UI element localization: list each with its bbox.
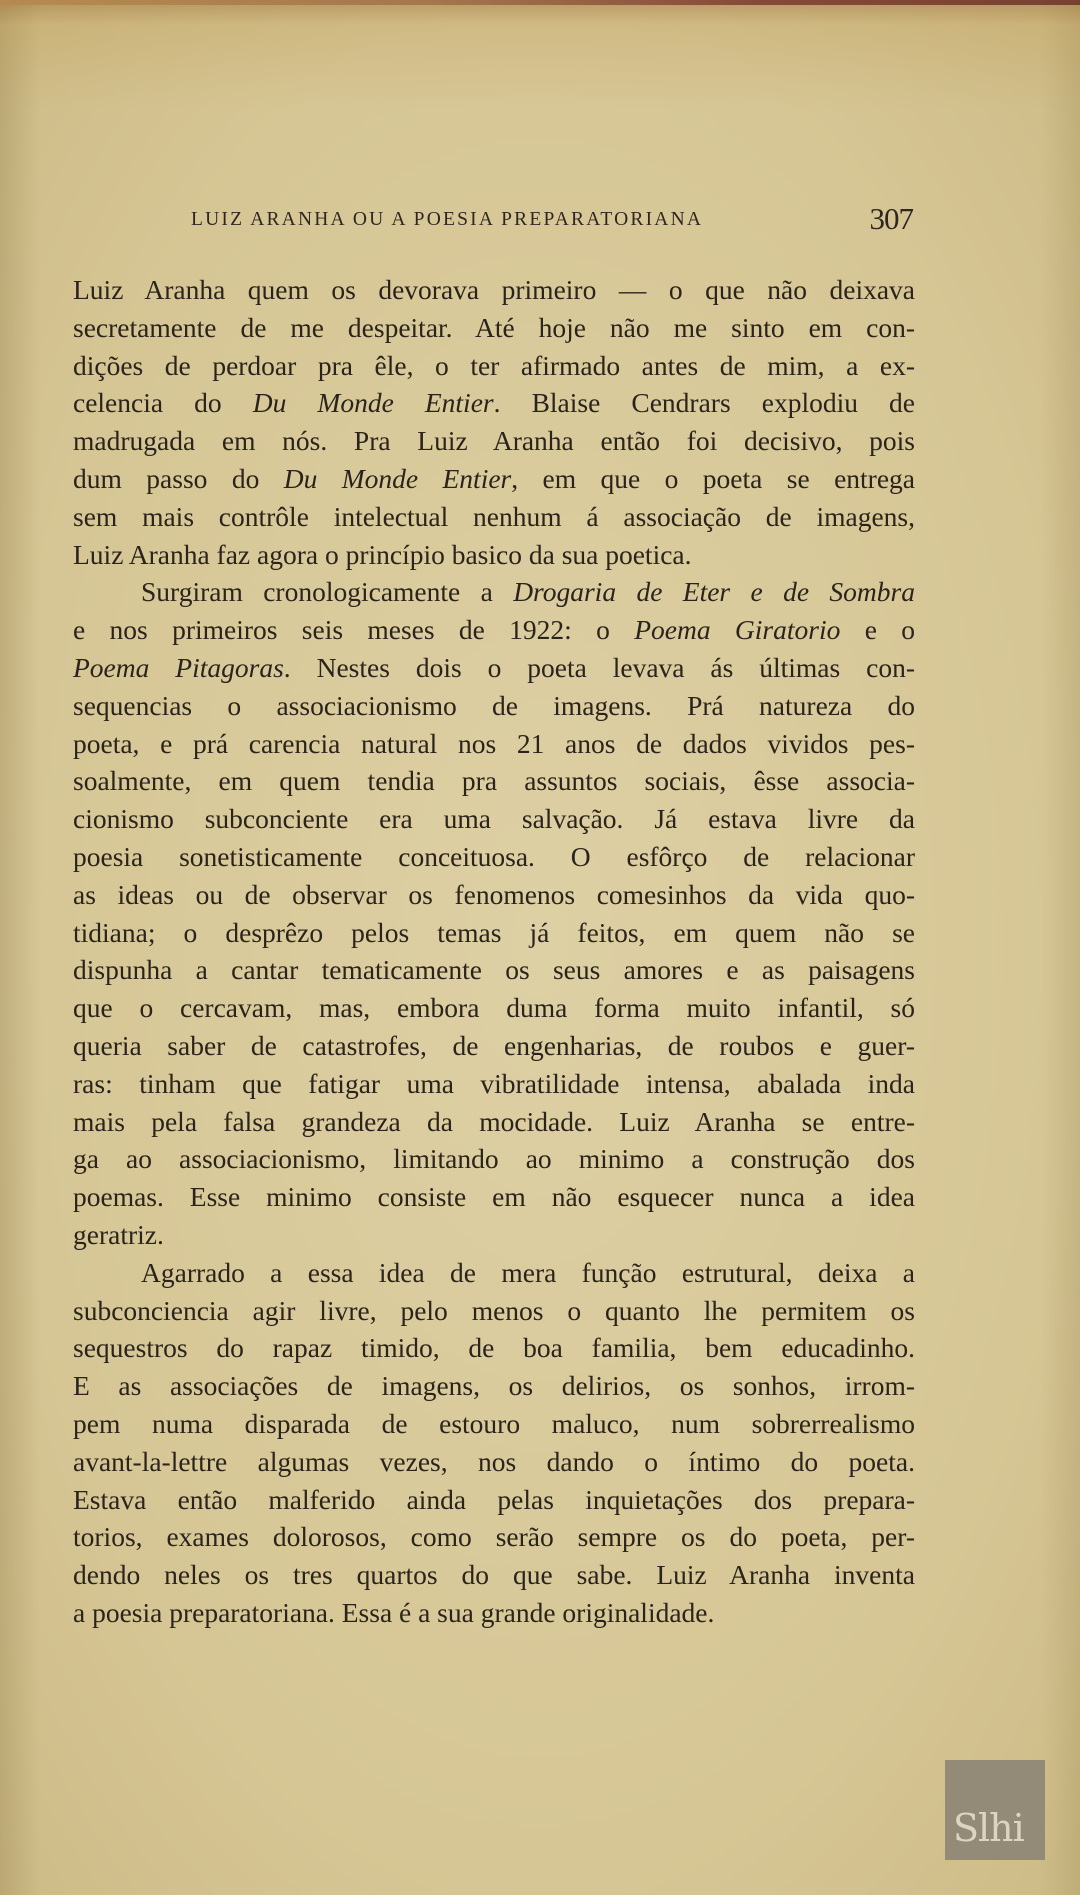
text-segment: Luiz Aranha quem os devorava primeiro — o que não deixava [73, 274, 915, 305]
text-line [73, 838, 915, 876]
italic-title: Du Monde Entier [283, 462, 512, 494]
text-segment: poemas. Esse minimo consiste em não esquecer nunca a idea [73, 1181, 915, 1213]
text-line [73, 762, 915, 800]
library-logo [945, 1760, 1045, 1860]
text-line [73, 1140, 915, 1178]
text-line [73, 1367, 915, 1405]
text-segment: soalmente, em quem tendia pra assuntos sociais, êsse associa- [73, 765, 915, 797]
text-line [73, 384, 915, 422]
text-line [73, 1556, 915, 1594]
text-line [73, 573, 915, 611]
text-line [73, 951, 915, 989]
text-segment: Agarrado a essa idea de mera função estrutural, deixa a [141, 1256, 915, 1288]
running-title: LUIZ ARANHA OU A POESIA PREPARATORIANA [191, 209, 704, 230]
text-line [73, 536, 915, 574]
body-text [73, 271, 915, 1632]
text-segment: sequestros do rapaz timido, de boa familia, bem educadinho. [73, 1332, 915, 1364]
text-segment: . Blaise Cendrars explodiu de [493, 387, 916, 419]
text-segment: cionismo subconciente era uma salvação. Já estava livre da [73, 803, 915, 835]
text-line [73, 1481, 915, 1519]
text-segment: e nos primeiros seis meses de 1922: o [73, 614, 635, 646]
text-line [73, 1216, 915, 1254]
text-segment: sequencias o associacionismo de imagens. Prá natureza do [73, 689, 915, 721]
text-line [73, 914, 915, 952]
text-line [73, 1518, 915, 1556]
text-segment: Surgiram cronologicamente a [141, 576, 514, 608]
italic-title: Drogaria de Eter e de Sombra [513, 576, 915, 608]
text-line [73, 1405, 915, 1443]
text-line [73, 422, 915, 460]
page-header [191, 201, 921, 237]
italic-title: Poema Giratorio [634, 614, 841, 646]
text-segment: , em que o poeta se entrega [511, 462, 915, 494]
text-line [73, 989, 915, 1027]
text-line [73, 876, 915, 914]
text-segment: subconciencia agir livre, pelo menos o quanto lhe permitem os [73, 1294, 915, 1326]
text-segment: celencia do [73, 387, 253, 419]
text-line [73, 1594, 915, 1632]
text-segment: dendo neles os tres quartos do que sabe. Luiz Aranha inventa [73, 1559, 915, 1591]
text-line [73, 460, 915, 498]
text-line [73, 498, 915, 536]
text-segment: dispunha a cantar tematicamente os seus amores e as paisagens [73, 954, 915, 986]
text-line [73, 1103, 915, 1141]
text-segment: ras: tinham que fatigar uma vibratilidade intensa, abalada inda [73, 1067, 915, 1099]
page-number: 307 [869, 201, 913, 236]
italic-title: Poema Pitagoras [73, 651, 284, 683]
text-line [73, 309, 915, 347]
text-segment: sem mais contrôle intelectual nenhum á associação de imagens, [73, 500, 915, 532]
text-segment: secretamente de me despeitar. Até hoje não me sinto em con- [73, 311, 915, 343]
text-line [73, 271, 915, 309]
text-segment: Estava então malferido ainda pelas inquietações dos prepara- [73, 1483, 915, 1515]
page-top-edge [0, 0, 1080, 5]
text-segment: ga ao associacionismo, limitando ao minimo a construção dos [73, 1143, 915, 1175]
text-line [73, 725, 915, 763]
text-segment: e o [840, 614, 915, 646]
text-segment: torios, exames dolorosos, como serão sempre os do poeta, per- [73, 1521, 915, 1553]
text-segment: poeta, e prá carencia natural nos 21 anos de dados vividos pes- [73, 727, 915, 759]
text-segment: que o cercavam, mas, embora duma forma muito infantil, só [73, 992, 915, 1024]
text-line [73, 1329, 915, 1367]
text-line [73, 687, 915, 725]
text-segment: queria saber de catastrofes, de engenharias, de roubos e guer- [73, 1029, 915, 1061]
text-line [73, 611, 915, 649]
text-segment: madrugada em nós. Pra Luiz Aranha então foi decisivo, pois [73, 425, 915, 457]
text-segment: as ideas ou de observar os fenomenos comesinhos da vida quo- [73, 878, 915, 910]
text-line [73, 1443, 915, 1481]
text-segment: dum passo do [73, 462, 284, 494]
text-line [73, 649, 915, 687]
text-segment: avant-la-lettre algumas vezes, nos dando o íntimo do poeta. [73, 1445, 915, 1477]
text-segment: E as associações de imagens, os delirios, os sonhos, irrom- [73, 1370, 915, 1402]
text-segment: a poesia preparatoriana. Essa é a sua grande originalidade. [73, 1596, 715, 1628]
text-segment: geratriz. [73, 1218, 164, 1250]
text-segment: mais pela falsa grandeza da mocidade. Luiz Aranha se entre- [73, 1105, 915, 1137]
logo-text: Slhi [953, 1806, 1024, 1850]
text-line [73, 1292, 915, 1330]
text-segment: . Nestes dois o poeta levava ás últimas con- [283, 651, 915, 683]
text-line [73, 1027, 915, 1065]
text-line [73, 347, 915, 385]
text-line [73, 1178, 915, 1216]
italic-title: Du Monde Entier [252, 387, 494, 419]
text-segment: tidiana; o desprêzo pelos temas já feitos, em quem não se [73, 916, 915, 948]
text-line [73, 1254, 915, 1292]
text-segment: pem numa disparada de estouro maluco, num sobrerrealismo [73, 1407, 915, 1439]
text-segment: poesia sonetisticamente conceituosa. O esfôrço de relacionar [73, 840, 915, 872]
text-line [73, 1065, 915, 1103]
text-segment: dições de perdoar pra êle, o ter afirmado antes de mim, a ex- [73, 349, 915, 381]
text-line [73, 800, 915, 838]
text-segment: Luiz Aranha faz agora o princípio basico da sua poetica. [73, 538, 692, 570]
